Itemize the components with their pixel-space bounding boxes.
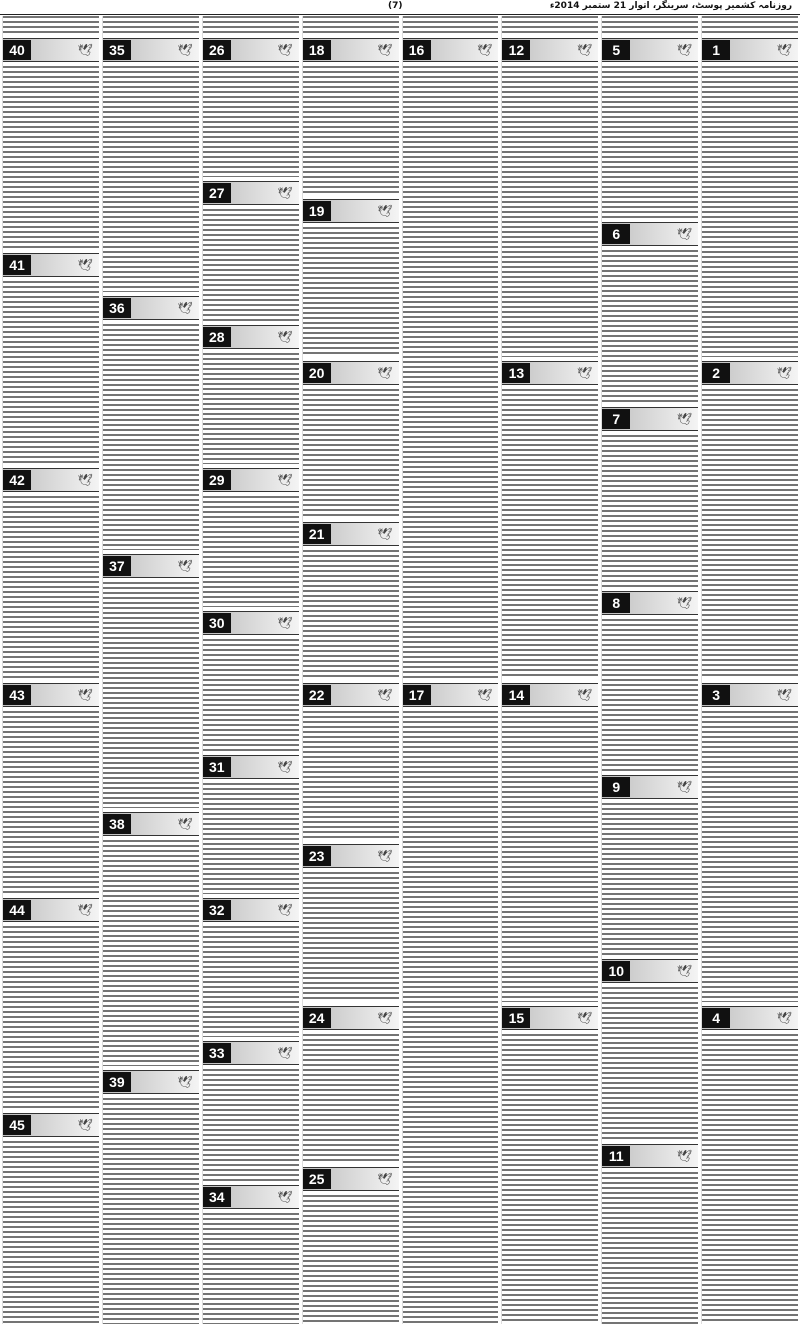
page-header — [0, 0, 800, 15]
text-block — [203, 639, 299, 750]
news-item-banner — [702, 1006, 798, 1030]
text-block — [203, 16, 299, 34]
news-item-banner — [403, 38, 499, 62]
news-item-banner — [3, 683, 99, 707]
column-4 — [402, 16, 499, 1324]
news-item-banner — [3, 898, 99, 922]
news-item-number: 7 — [602, 409, 630, 429]
news-item-banner — [203, 1185, 299, 1209]
news-item-banner — [203, 468, 299, 492]
dove-icon: 🕊 — [676, 43, 693, 57]
news-item-banner — [103, 1070, 199, 1094]
news-item-number: 30 — [203, 613, 231, 633]
text-block — [702, 1034, 798, 1325]
news-item-banner — [203, 181, 299, 205]
news-item-number: 29 — [203, 470, 231, 490]
news-item-number: 1 — [702, 40, 730, 60]
text-block — [303, 66, 399, 195]
text-block — [303, 227, 399, 356]
dove-icon: 🕊 — [277, 759, 293, 774]
dove-icon: 🕊 — [577, 365, 593, 380]
news-item-banner — [103, 296, 199, 320]
news-item-number: 21 — [303, 524, 331, 544]
text-block — [3, 496, 99, 679]
news-item-number: 26 — [203, 40, 231, 60]
dove-icon: 🕊 — [577, 688, 593, 702]
news-item-number: 13 — [502, 363, 530, 383]
news-item-banner — [3, 38, 99, 62]
dove-icon: 🕊 — [77, 473, 93, 487]
dove-icon: 🕊 — [377, 526, 393, 541]
news-item-banner — [3, 468, 99, 492]
news-item-number: 31 — [203, 757, 231, 777]
news-item-number: 33 — [203, 1043, 231, 1063]
dove-icon: 🕊 — [377, 43, 393, 57]
text-block — [602, 66, 698, 218]
text-block — [702, 389, 798, 680]
text-block — [403, 66, 499, 679]
news-item-number: 9 — [602, 777, 630, 797]
news-item-number: 18 — [303, 40, 331, 60]
news-item-banner — [303, 199, 399, 223]
text-block — [602, 619, 698, 771]
dove-icon: 🕊 — [676, 227, 693, 242]
news-item-number: 28 — [203, 327, 231, 347]
news-item-number: 32 — [203, 900, 231, 920]
text-block — [203, 926, 299, 1037]
dove-icon: 🕊 — [676, 411, 693, 426]
text-block — [602, 987, 698, 1139]
news-item-number: 27 — [203, 183, 231, 203]
dove-icon: 🕊 — [577, 43, 593, 57]
news-item-banner — [303, 683, 399, 707]
dove-icon: 🕊 — [77, 688, 93, 702]
news-item-number: 38 — [103, 814, 131, 834]
text-block — [303, 550, 399, 679]
news-item-number: 17 — [403, 685, 431, 705]
text-block — [3, 711, 99, 894]
dove-icon: 🕊 — [377, 688, 393, 702]
dove-icon: 🕊 — [377, 849, 393, 864]
news-item-banner — [303, 522, 399, 546]
article-columns — [2, 16, 798, 1324]
news-item-number: 25 — [303, 1169, 331, 1189]
news-item-banner — [502, 1006, 598, 1030]
text-block — [203, 1069, 299, 1180]
news-item-number: 34 — [203, 1187, 231, 1207]
column-1 — [701, 16, 798, 1324]
dove-icon: 🕊 — [77, 903, 93, 917]
text-block — [403, 711, 499, 1324]
text-block — [103, 16, 199, 34]
text-block — [3, 1141, 99, 1324]
text-block — [303, 16, 399, 34]
news-item-banner — [303, 844, 399, 868]
news-item-number: 36 — [103, 298, 131, 318]
news-item-banner — [103, 812, 199, 836]
text-block — [203, 66, 299, 177]
text-block — [103, 582, 199, 808]
column-6 — [202, 16, 299, 1324]
text-block — [103, 66, 199, 292]
news-item-banner — [103, 554, 199, 578]
dove-icon: 🕊 — [776, 1010, 792, 1025]
news-item-banner — [303, 38, 399, 62]
news-item-number: 4 — [702, 1008, 730, 1028]
text-block — [203, 353, 299, 464]
news-item-banner — [3, 253, 99, 277]
news-item-number: 2 — [702, 363, 730, 383]
dove-icon: 🕊 — [77, 43, 93, 57]
page-number: (7) — [388, 1, 403, 11]
news-item-number: 42 — [3, 470, 31, 490]
dove-icon: 🕊 — [577, 1010, 593, 1025]
news-item-number: 20 — [303, 363, 331, 383]
dove-icon: 🕊 — [277, 43, 293, 57]
text-block — [103, 840, 199, 1066]
text-block — [303, 389, 399, 518]
news-item-number: 5 — [602, 40, 630, 60]
dove-icon: 🕊 — [477, 43, 493, 57]
dove-icon: 🕊 — [477, 688, 493, 702]
news-item-banner — [602, 775, 698, 799]
text-block — [702, 66, 798, 357]
news-item-number: 35 — [103, 40, 131, 60]
news-item-number: 6 — [602, 224, 630, 244]
text-block — [3, 66, 99, 249]
text-block — [203, 209, 299, 320]
text-block — [502, 1034, 598, 1325]
news-item-number: 43 — [3, 685, 31, 705]
news-item-number: 11 — [602, 1146, 630, 1166]
text-block — [103, 1098, 199, 1324]
news-item-number: 12 — [502, 40, 530, 60]
dove-icon: 🕊 — [277, 902, 293, 917]
news-item-banner — [3, 1113, 99, 1137]
news-item-banner — [702, 38, 798, 62]
news-item-banner — [602, 1144, 698, 1168]
news-item-number: 45 — [3, 1115, 31, 1135]
news-item-number: 16 — [403, 40, 431, 60]
news-item-number: 15 — [502, 1008, 530, 1028]
news-item-banner — [203, 611, 299, 635]
dove-icon: 🕊 — [177, 43, 193, 57]
text-block — [602, 435, 698, 587]
dove-icon: 🕊 — [776, 365, 792, 380]
dove-icon: 🕊 — [277, 1189, 293, 1204]
news-item-number: 14 — [502, 685, 530, 705]
dove-icon: 🕊 — [277, 616, 293, 631]
news-item-banner — [303, 1006, 399, 1030]
column-2 — [601, 16, 698, 1324]
news-item-banner — [303, 1167, 399, 1191]
text-block — [303, 872, 399, 1001]
text-block — [303, 711, 399, 840]
text-block — [602, 250, 698, 402]
column-8 — [2, 16, 99, 1324]
news-item-banner — [403, 683, 499, 707]
news-item-banner — [203, 898, 299, 922]
dove-icon: 🕊 — [776, 688, 792, 702]
news-item-number: 10 — [602, 961, 630, 981]
dove-icon: 🕊 — [77, 1118, 93, 1132]
news-item-number: 39 — [103, 1072, 131, 1092]
text-block — [203, 783, 299, 894]
column-7 — [102, 16, 199, 1324]
text-block — [702, 16, 798, 34]
text-block — [502, 711, 598, 1002]
text-block — [502, 66, 598, 357]
news-item-banner — [602, 591, 698, 615]
dove-icon: 🕊 — [676, 964, 693, 979]
text-block — [103, 324, 199, 550]
news-item-banner — [602, 959, 698, 983]
masthead: روزنامہ کشمیر پوسٹ، سرینگر، اتوار 21 ستمبر 2014ء — [549, 1, 792, 11]
news-item-banner — [203, 38, 299, 62]
dove-icon: 🕊 — [377, 1010, 393, 1025]
dove-icon: 🕊 — [676, 595, 693, 610]
news-item-number: 19 — [303, 201, 331, 221]
news-item-banner — [702, 683, 798, 707]
text-block — [602, 803, 698, 955]
dove-icon: 🕊 — [377, 204, 393, 219]
news-item-banner — [702, 361, 798, 385]
news-item-banner — [203, 1041, 299, 1065]
text-block — [702, 711, 798, 1002]
dove-icon: 🕊 — [277, 1046, 293, 1061]
news-item-banner — [502, 361, 598, 385]
text-block — [602, 1172, 698, 1324]
dove-icon: 🕊 — [377, 1171, 393, 1186]
text-block — [303, 1195, 399, 1324]
text-block — [502, 389, 598, 680]
news-item-number: 23 — [303, 846, 331, 866]
text-block — [403, 16, 499, 34]
dove-icon: 🕊 — [177, 301, 193, 315]
dove-icon: 🕊 — [177, 817, 193, 831]
news-item-number: 24 — [303, 1008, 331, 1028]
column-5 — [302, 16, 399, 1324]
text-block — [602, 16, 698, 34]
dove-icon: 🕊 — [676, 1148, 693, 1163]
news-item-banner — [103, 38, 199, 62]
dove-icon: 🕊 — [177, 559, 193, 573]
dove-icon: 🕊 — [377, 365, 393, 380]
dove-icon: 🕊 — [277, 329, 293, 344]
text-block — [502, 16, 598, 34]
text-block — [3, 16, 99, 34]
dove-icon: 🕊 — [277, 186, 293, 201]
dove-icon: 🕊 — [676, 780, 693, 795]
news-item-number: 41 — [3, 255, 31, 275]
dove-icon: 🕊 — [277, 472, 293, 487]
text-block — [3, 281, 99, 464]
dove-icon: 🕊 — [177, 1075, 193, 1089]
dove-icon: 🕊 — [77, 258, 93, 272]
text-block — [203, 1213, 299, 1324]
news-item-banner — [502, 38, 598, 62]
text-block — [3, 926, 99, 1109]
text-block — [203, 496, 299, 607]
news-item-banner — [602, 222, 698, 246]
column-3 — [501, 16, 598, 1324]
news-item-banner — [203, 755, 299, 779]
news-item-number: 44 — [3, 900, 31, 920]
news-item-banner — [303, 361, 399, 385]
text-block — [303, 1034, 399, 1163]
news-item-number: 40 — [3, 40, 31, 60]
news-item-banner — [602, 38, 698, 62]
news-item-banner — [602, 407, 698, 431]
news-item-number: 8 — [602, 593, 630, 613]
news-item-banner — [502, 683, 598, 707]
news-item-banner — [203, 325, 299, 349]
dove-icon: 🕊 — [776, 43, 792, 57]
news-item-number: 37 — [103, 556, 131, 576]
news-item-number: 3 — [702, 685, 730, 705]
news-item-number: 22 — [303, 685, 331, 705]
